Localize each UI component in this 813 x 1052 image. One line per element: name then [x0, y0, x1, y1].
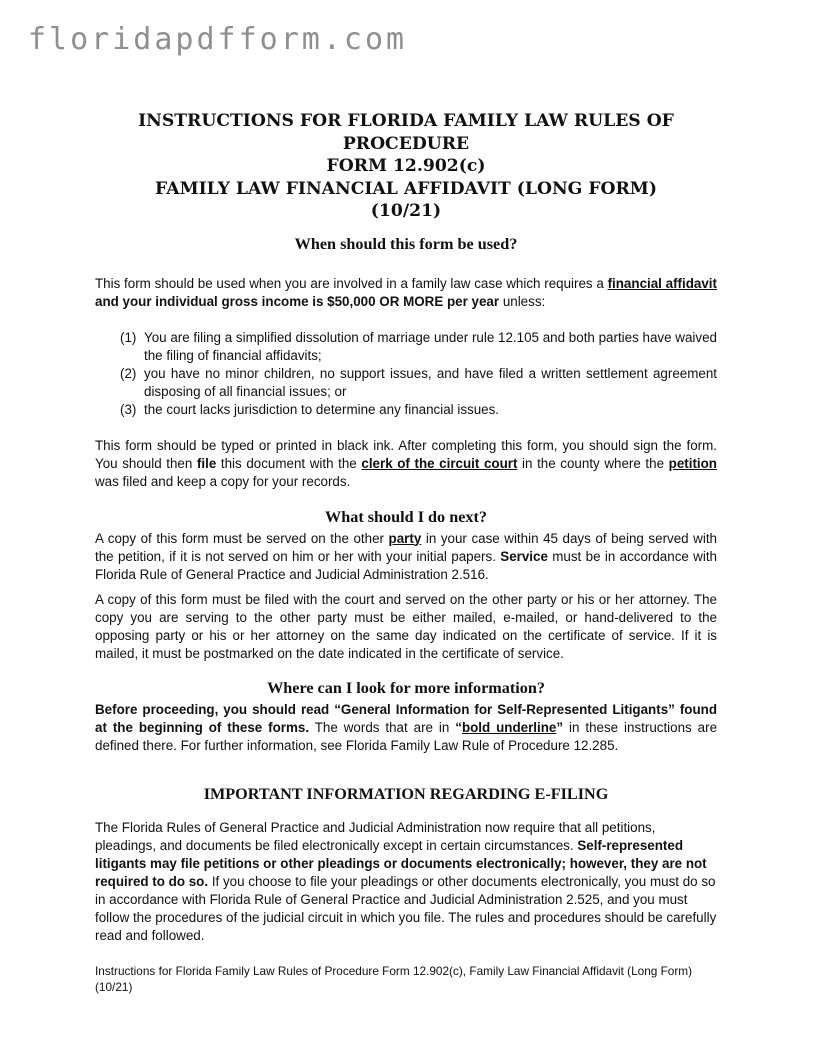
footer-line-1: Instructions for Florida Family Law Rules of Procedure Form 12.902(c), Family Law Financial Affidavit (Long Form) [95, 963, 693, 978]
list-item-text: you have no minor children, no support issues, and have filed a written settlement agreement disposing of all financial issues; or [144, 365, 717, 399]
term-financial-affidavit: financial affidavit [607, 275, 717, 291]
text: this document with the [216, 455, 362, 471]
term-party: party [388, 530, 422, 546]
list-number: (2) [120, 365, 137, 381]
text: The Florida Rules of General Practice and Judicial Administration now require that all petitions, pleadings, and documents be filed electronically except in certain circumstances. [95, 819, 656, 853]
title-line-1: INSTRUCTIONS FOR FLORIDA FAMILY LAW RULES OF PROCEDURE [138, 111, 674, 154]
paragraph-next-1 [95, 530, 717, 584]
document-title [95, 110, 717, 223]
text: A copy of this form must be served on the other [95, 530, 389, 546]
heading-when: When should this form be used? [294, 234, 518, 253]
bold-read-general-info: Before proceeding, you should read “General Information for Self-Represented Litigants” found at the beginning of these forms. [95, 701, 717, 735]
list-item [120, 401, 717, 419]
list-item [120, 329, 717, 365]
text: was filed and keep a copy for your records. [95, 473, 351, 489]
page-footer [95, 963, 717, 995]
term-petition: petition [668, 455, 717, 471]
list-item-text: You are filing a simplified dissolution of marriage under rule 12.105 and both parties have waived the filing of financial affidavits; [144, 329, 717, 363]
bold-income-text: and your individual gross income is $50,000 OR MORE per year [95, 293, 500, 309]
paragraph-efiling [95, 819, 717, 945]
quote-open: “ [455, 719, 462, 735]
paragraph-typed [95, 437, 717, 491]
list-number: (1) [120, 329, 137, 345]
footer-line-2: (10/21) [95, 979, 133, 994]
term-clerk-of-circuit-court: clerk of the circuit court [361, 455, 518, 471]
heading-info: Where can I look for more information? [267, 678, 545, 697]
list-item [120, 365, 717, 401]
watermark: floridapdfform.com [28, 22, 408, 57]
title-line-4: (10/21) [370, 201, 442, 221]
bold-service: Service [500, 548, 548, 564]
text: This form should be used when you are involved in a family law case which requires a [95, 275, 608, 291]
text: in these instructions are defined there. For further information, see Florida Family Law Rule of Procedure 12.285. [95, 719, 718, 753]
heading-efiling: IMPORTANT INFORMATION REGARDING E-FILING [203, 784, 609, 803]
term-bold-underline: bold underline [461, 719, 557, 735]
heading-next: What should I do next? [325, 507, 487, 526]
text: must be in accordance with Florida Rule of General Practice and Judicial Administration 2.516. [95, 548, 717, 582]
document-page [95, 110, 717, 995]
conditions-list [95, 329, 717, 419]
quote-close: ” [556, 719, 564, 735]
text: The words that are in [309, 719, 456, 735]
title-line-2: FORM 12.902(c) [326, 156, 486, 176]
bold-file: file [196, 455, 217, 471]
title-line-3: FAMILY LAW FINANCIAL AFFIDAVIT (LONG FORM) [155, 178, 657, 199]
bold-self-represented: Self-represented litigants may file petitions or other pleadings or documents electronically; however, they are not required to do so. [95, 837, 707, 889]
paragraph-next-2: A copy of this form must be filed with the court and served on the other party or his or her attorney. The copy you are serving to the other party must be either mailed, e-mailed, or hand-delivered to the opposing party or his or her attorney on the same day indicated on the certificate of service. If it is mailed, it must be postmarked on the date indicated in the certificate of service. [95, 591, 717, 661]
text: in your case within 45 days of being served with the petition, if it is not served on him or her with your initial papers. [95, 530, 717, 564]
list-number: (3) [120, 401, 137, 417]
list-item-text: the court lacks jurisdiction to determine any financial issues. [144, 401, 500, 417]
paragraph-info [95, 701, 717, 755]
text: If you choose to file your pleadings or other documents electronically, you must do so in accordance with Florida Rule of General Practice and Judicial Administration 2.525, and you must follow the procedures of the judicial circuit in which you file. The rules and procedures should be carefully read and followed. [95, 873, 717, 943]
text: in the county where the [517, 455, 669, 471]
text: This form should be typed or printed in black ink. After completing this form, you should sign the form. You should then [95, 437, 717, 471]
text: unless: [499, 293, 546, 309]
paragraph-when-intro [95, 275, 717, 311]
